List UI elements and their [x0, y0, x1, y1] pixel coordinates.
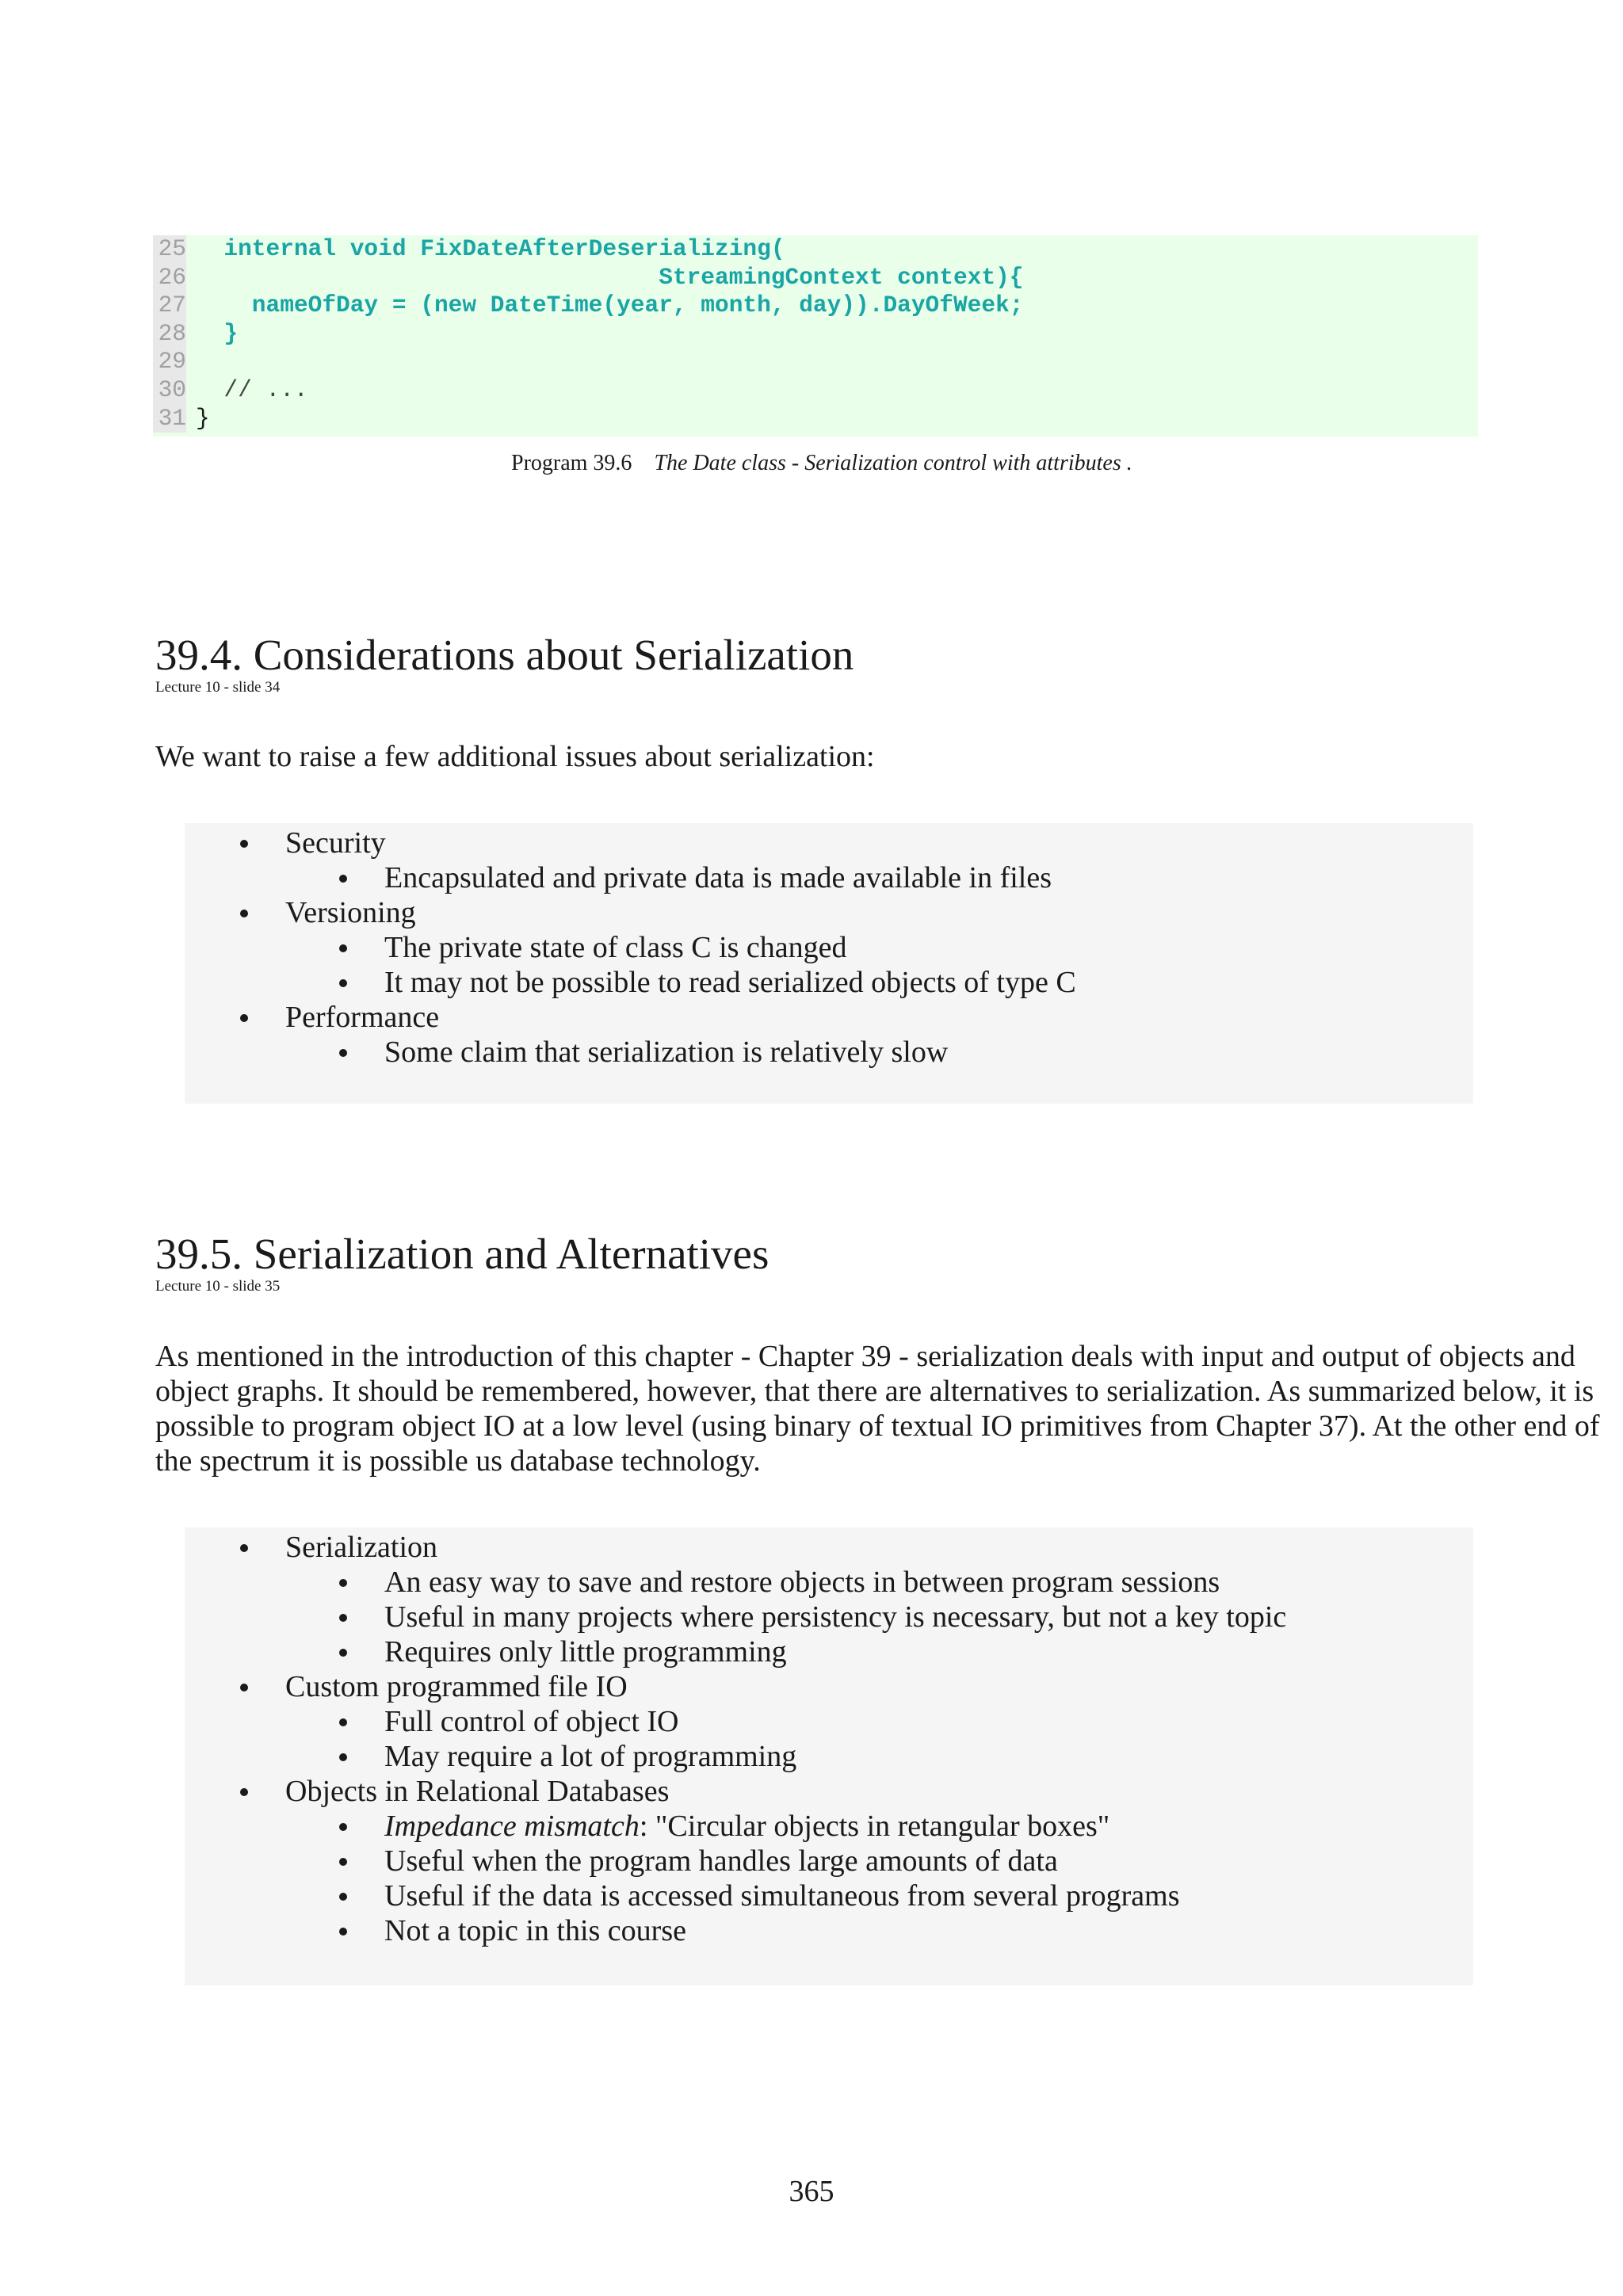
- bullet-icon: [339, 875, 347, 883]
- item-text: Security: [285, 826, 386, 860]
- code-text: [196, 235, 785, 264]
- code-line: [153, 235, 1478, 264]
- code-text: [196, 405, 210, 433]
- bullet-icon: [339, 1649, 347, 1657]
- section-intro: As mentioned in the introduction of this chapter - Chapter 39 - serialization deals with input and output of objects and object graphs. It should be remembered, however, that there are alternatives to serialization. As summarized below, it is possible to program object IO at a low level (using binary of textual IO primitives from Chapter 37). At the other end of the spectrum it is possible us database technology.: [155, 1340, 1600, 1478]
- code-text: [196, 320, 238, 349]
- sub-list-item: [185, 860, 1473, 895]
- item-text: Requires only little programming: [384, 1635, 787, 1669]
- bullet-icon: [339, 1753, 347, 1761]
- item-text: It may not be possible to read serialized objects of type C: [384, 966, 1076, 999]
- section-39-5: [155, 1230, 769, 1295]
- code-text: [196, 292, 1023, 320]
- bullet-icon: [240, 1788, 248, 1796]
- list-item: [185, 1669, 1473, 1704]
- bullet-icon: [240, 1684, 248, 1691]
- code-line: [153, 348, 1478, 376]
- item-emphasis: Impedance mismatch: [384, 1810, 640, 1843]
- code-line: [153, 376, 1478, 405]
- sub-list-item: [185, 1634, 1473, 1669]
- line-number: 29: [153, 348, 186, 376]
- item-text: Full control of object IO: [384, 1705, 679, 1738]
- sub-list-item: [185, 1844, 1473, 1878]
- code-line: [153, 405, 1478, 433]
- code-line: [153, 264, 1478, 292]
- line-number: 28: [153, 320, 186, 349]
- item-text: Encapsulated and private data is made available in files: [384, 861, 1052, 894]
- item-text: Useful in many projects where persistency is necessary, but not a key topic: [384, 1600, 1287, 1634]
- bullet-icon: [240, 1014, 248, 1022]
- item-text: Objects in Relational Databases: [285, 1775, 670, 1808]
- slide-reference: Lecture 10 - slide 34: [155, 679, 281, 696]
- bullet-icon: [339, 1614, 347, 1622]
- code-token: nameOfDay = (new DateTime(year, month, day)).DayOfWeek;: [196, 292, 1024, 319]
- list-item: [185, 1000, 1473, 1035]
- item-text: Not a topic in this course: [384, 1914, 686, 1947]
- sub-list-item: [185, 965, 1473, 1000]
- item-text: : "Circular objects in retangular boxes": [639, 1810, 1110, 1843]
- bullet-icon: [339, 1718, 347, 1726]
- bullet-icon: [240, 1544, 248, 1552]
- sub-list-item: [185, 1878, 1473, 1913]
- item-text: Useful if the data is accessed simultaneous from several programs: [384, 1879, 1180, 1913]
- code-token: }: [196, 404, 210, 432]
- item-text: Useful when the program handles large amounts of data: [384, 1844, 1058, 1878]
- item-text: Serialization: [285, 1531, 438, 1564]
- item-text: Some claim that serialization is relatively slow: [384, 1035, 949, 1069]
- bullet-box-alternatives: [185, 1527, 1473, 1985]
- bullet-icon: [339, 1893, 347, 1901]
- list-item: [185, 1774, 1473, 1809]
- item-text: Performance: [285, 1001, 440, 1034]
- bullet-icon: [339, 1049, 347, 1057]
- code-listing: [153, 235, 1478, 437]
- page-number: 365: [789, 2175, 834, 2208]
- bullet-icon: [339, 979, 347, 987]
- item-text: Versioning: [285, 896, 416, 929]
- sub-list-item: [185, 930, 1473, 965]
- sub-list-item: [185, 1704, 1473, 1739]
- caption-title: The Date class - Serialization control with attributes .: [654, 451, 1132, 475]
- section-heading: 39.4. Considerations about Serialization: [155, 631, 854, 679]
- caption-label: Program 39.6: [511, 451, 632, 475]
- bullet-list: [185, 823, 1473, 1070]
- sub-list-item: [185, 1035, 1473, 1070]
- section-intro: We want to raise a few additional issues about serialization:: [155, 740, 875, 773]
- bullet-icon: [240, 840, 248, 848]
- sub-list-item: [185, 1809, 1473, 1844]
- bullet-icon: [339, 1928, 347, 1936]
- code-line: [153, 320, 1478, 349]
- item-text: Custom programmed file IO: [285, 1670, 628, 1703]
- item-text: May require a lot of programming: [384, 1740, 797, 1773]
- bullet-list: [185, 1527, 1473, 1948]
- bullet-icon: [339, 944, 347, 952]
- code-token: StreamingContext context){: [196, 263, 1024, 291]
- item-text: An easy way to save and restore objects in between program sessions: [384, 1566, 1220, 1599]
- sub-list-item: [185, 1600, 1473, 1634]
- sub-list-item: [185, 1565, 1473, 1600]
- bullet-icon: [339, 1858, 347, 1866]
- sub-list-item: [185, 1739, 1473, 1774]
- item-text: The private state of class C is changed: [384, 931, 847, 964]
- slide-reference: Lecture 10 - slide 35: [155, 1278, 281, 1295]
- code-token: internal void FixDateAfterDeserializing(: [196, 235, 785, 262]
- bullet-icon: [339, 1579, 347, 1587]
- code-token: // ...: [196, 376, 308, 403]
- program-caption: [511, 448, 1145, 478]
- list-item: [185, 1530, 1473, 1565]
- line-number: 25: [153, 235, 186, 264]
- code-token: }: [196, 319, 239, 347]
- bullet-icon: [339, 1823, 347, 1831]
- bullet-icon: [240, 910, 248, 917]
- bullet-box-considerations: [185, 823, 1473, 1104]
- line-number: 30: [153, 376, 186, 405]
- list-item: [185, 895, 1473, 930]
- line-number: 27: [153, 292, 186, 320]
- sub-list-item: [185, 1913, 1473, 1948]
- line-number: 26: [153, 264, 186, 292]
- line-number: 31: [153, 405, 186, 433]
- list-item: [185, 826, 1473, 860]
- code-text: [196, 376, 308, 405]
- code-text: [196, 264, 1023, 292]
- section-39-4: [155, 631, 854, 696]
- code-line: [153, 292, 1478, 320]
- section-heading: 39.5. Serialization and Alternatives: [155, 1230, 769, 1278]
